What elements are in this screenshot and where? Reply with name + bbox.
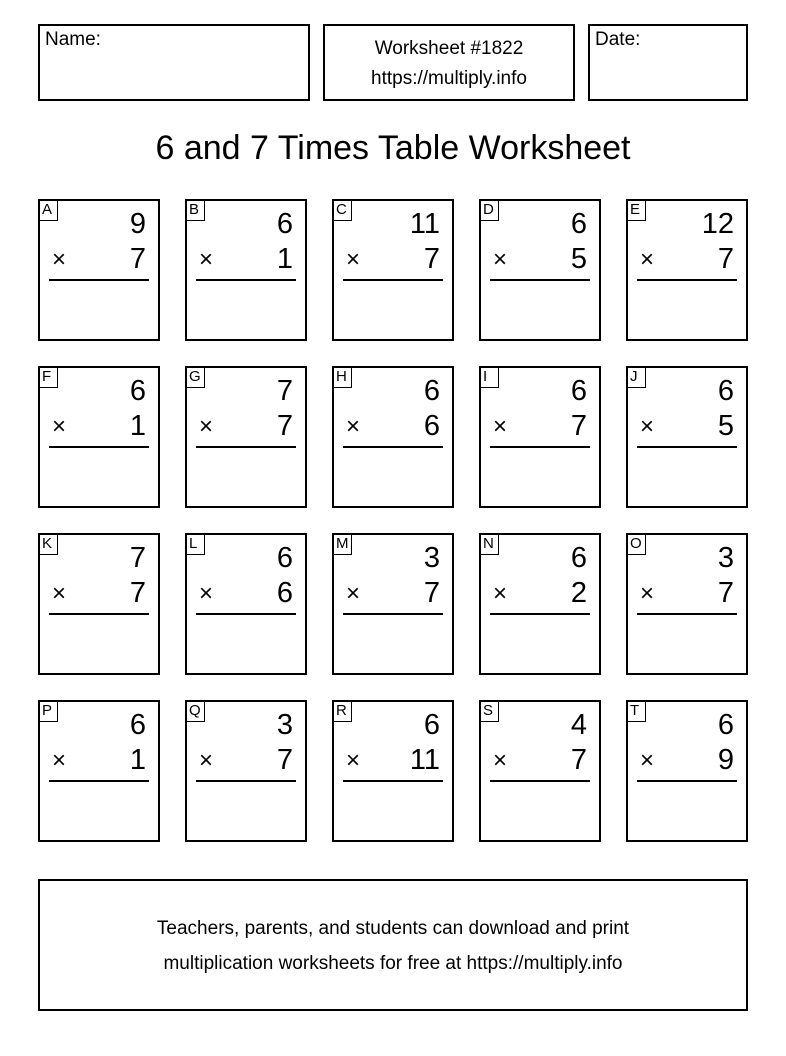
answer-line <box>343 279 443 281</box>
problem-letter: S <box>479 700 499 722</box>
answer-line <box>637 279 737 281</box>
multiply-sign: × <box>346 246 361 273</box>
problem-top-number: 6 <box>129 709 146 741</box>
worksheet-number: Worksheet #1822 <box>374 38 524 59</box>
multiply-sign: × <box>640 580 655 607</box>
multiply-sign: × <box>199 413 214 440</box>
problem-card <box>38 533 160 675</box>
multiply-sign: × <box>493 246 508 273</box>
multiply-sign: × <box>346 413 361 440</box>
problem-letter: H <box>332 366 352 388</box>
problem-card <box>626 366 748 508</box>
answer-line <box>196 446 296 448</box>
date-field-box <box>588 24 748 101</box>
answer-line <box>343 780 443 782</box>
problem-top-number: 3 <box>717 542 734 574</box>
answer-line <box>490 279 590 281</box>
problem-bottom-number: 7 <box>276 410 293 442</box>
worksheet-website: https://multiply.info <box>371 68 527 89</box>
problem-bottom-number: 11 <box>409 744 440 776</box>
problem-card <box>479 700 601 842</box>
problem-card <box>38 199 160 341</box>
problem-letter: N <box>479 533 499 555</box>
problem-bottom-number: 9 <box>717 744 734 776</box>
answer-line <box>490 780 590 782</box>
problem-card <box>38 700 160 842</box>
multiply-sign: × <box>52 580 67 607</box>
answer-line <box>343 613 443 615</box>
problem-card <box>626 700 748 842</box>
problem-letter: C <box>332 199 352 221</box>
problem-bottom-number: 1 <box>129 410 146 442</box>
problem-bottom-number: 6 <box>423 410 440 442</box>
problem-top-number: 6 <box>276 208 293 240</box>
problem-card <box>332 533 454 675</box>
problem-bottom-number: 1 <box>129 744 146 776</box>
problem-top-number: 9 <box>129 208 146 240</box>
answer-line <box>637 613 737 615</box>
name-label: Name: <box>45 29 101 50</box>
problem-letter: L <box>185 533 205 555</box>
answer-line <box>49 613 149 615</box>
problem-top-number: 6 <box>717 709 734 741</box>
page-title: 6 and 7 Times Table Worksheet <box>155 129 631 167</box>
problem-grid <box>38 199 749 843</box>
problem-card <box>185 366 307 508</box>
problem-bottom-number: 6 <box>276 577 293 609</box>
problem-bottom-number: 7 <box>129 243 146 275</box>
multiply-sign: × <box>199 246 214 273</box>
problem-letter: J <box>626 366 646 388</box>
problem-card <box>479 533 601 675</box>
problem-top-number: 11 <box>409 208 440 240</box>
problem-bottom-number: 5 <box>570 243 587 275</box>
answer-line <box>49 446 149 448</box>
problem-bottom-number: 7 <box>276 744 293 776</box>
problem-bottom-number: 2 <box>570 577 587 609</box>
problem-letter: O <box>626 533 646 555</box>
problem-card <box>332 366 454 508</box>
problem-letter: F <box>38 366 58 388</box>
answer-line <box>196 613 296 615</box>
multiply-sign: × <box>640 246 655 273</box>
footer-box <box>38 879 748 1011</box>
problem-bottom-number: 7 <box>423 577 440 609</box>
problem-letter: P <box>38 700 58 722</box>
problem-bottom-number: 7 <box>570 744 587 776</box>
problem-card <box>332 199 454 341</box>
answer-line <box>49 279 149 281</box>
answer-line <box>343 446 443 448</box>
multiply-sign: × <box>199 580 214 607</box>
problem-card <box>479 199 601 341</box>
answer-line <box>196 780 296 782</box>
problem-card <box>626 533 748 675</box>
multiply-sign: × <box>52 246 67 273</box>
multiply-sign: × <box>52 413 67 440</box>
date-label: Date: <box>595 29 641 50</box>
multiply-sign: × <box>346 580 361 607</box>
problem-bottom-number: 5 <box>717 410 734 442</box>
name-field-box <box>38 24 310 101</box>
footer-line-2: multiplication worksheets for free at https://multiply.info <box>163 953 623 974</box>
problem-letter: M <box>332 533 352 555</box>
problem-top-number: 7 <box>129 542 146 574</box>
problem-letter: G <box>185 366 205 388</box>
problem-letter: K <box>38 533 58 555</box>
problem-top-number: 7 <box>276 375 293 407</box>
problem-letter: E <box>626 199 646 221</box>
problem-top-number: 3 <box>423 542 440 574</box>
problem-top-number: 6 <box>276 542 293 574</box>
problem-bottom-number: 7 <box>717 243 734 275</box>
problem-letter: R <box>332 700 352 722</box>
problem-letter: T <box>626 700 646 722</box>
answer-line <box>49 780 149 782</box>
problem-top-number: 3 <box>276 709 293 741</box>
multiply-sign: × <box>493 747 508 774</box>
multiply-sign: × <box>346 747 361 774</box>
problem-bottom-number: 7 <box>129 577 146 609</box>
problem-bottom-number: 7 <box>570 410 587 442</box>
answer-line <box>637 446 737 448</box>
problem-card <box>332 700 454 842</box>
problem-card <box>38 366 160 508</box>
problem-bottom-number: 1 <box>276 243 293 275</box>
problem-card <box>626 199 748 341</box>
problem-bottom-number: 7 <box>423 243 440 275</box>
problem-letter: I <box>479 366 499 388</box>
answer-line <box>196 279 296 281</box>
problem-letter: A <box>38 199 58 221</box>
problem-top-number: 4 <box>570 709 587 741</box>
multiply-sign: × <box>199 747 214 774</box>
answer-line <box>490 613 590 615</box>
multiply-sign: × <box>640 747 655 774</box>
problem-top-number: 6 <box>570 208 587 240</box>
problem-letter: B <box>185 199 205 221</box>
problem-top-number: 6 <box>717 375 734 407</box>
multiply-sign: × <box>52 747 67 774</box>
worksheet-info-box <box>323 24 575 101</box>
problem-card <box>185 700 307 842</box>
problem-card <box>185 533 307 675</box>
multiply-sign: × <box>493 413 508 440</box>
problem-card <box>479 366 601 508</box>
problem-letter: D <box>479 199 499 221</box>
problem-top-number: 6 <box>129 375 146 407</box>
problem-top-number: 6 <box>570 375 587 407</box>
problem-top-number: 6 <box>423 375 440 407</box>
problem-top-number: 12 <box>701 208 734 240</box>
problem-letter: Q <box>185 700 205 722</box>
multiply-sign: × <box>640 413 655 440</box>
problem-top-number: 6 <box>423 709 440 741</box>
answer-line <box>637 780 737 782</box>
problem-bottom-number: 7 <box>717 577 734 609</box>
problem-card <box>185 199 307 341</box>
footer-line-1: Teachers, parents, and students can download and print <box>156 918 630 939</box>
problem-top-number: 6 <box>570 542 587 574</box>
answer-line <box>490 446 590 448</box>
multiply-sign: × <box>493 580 508 607</box>
